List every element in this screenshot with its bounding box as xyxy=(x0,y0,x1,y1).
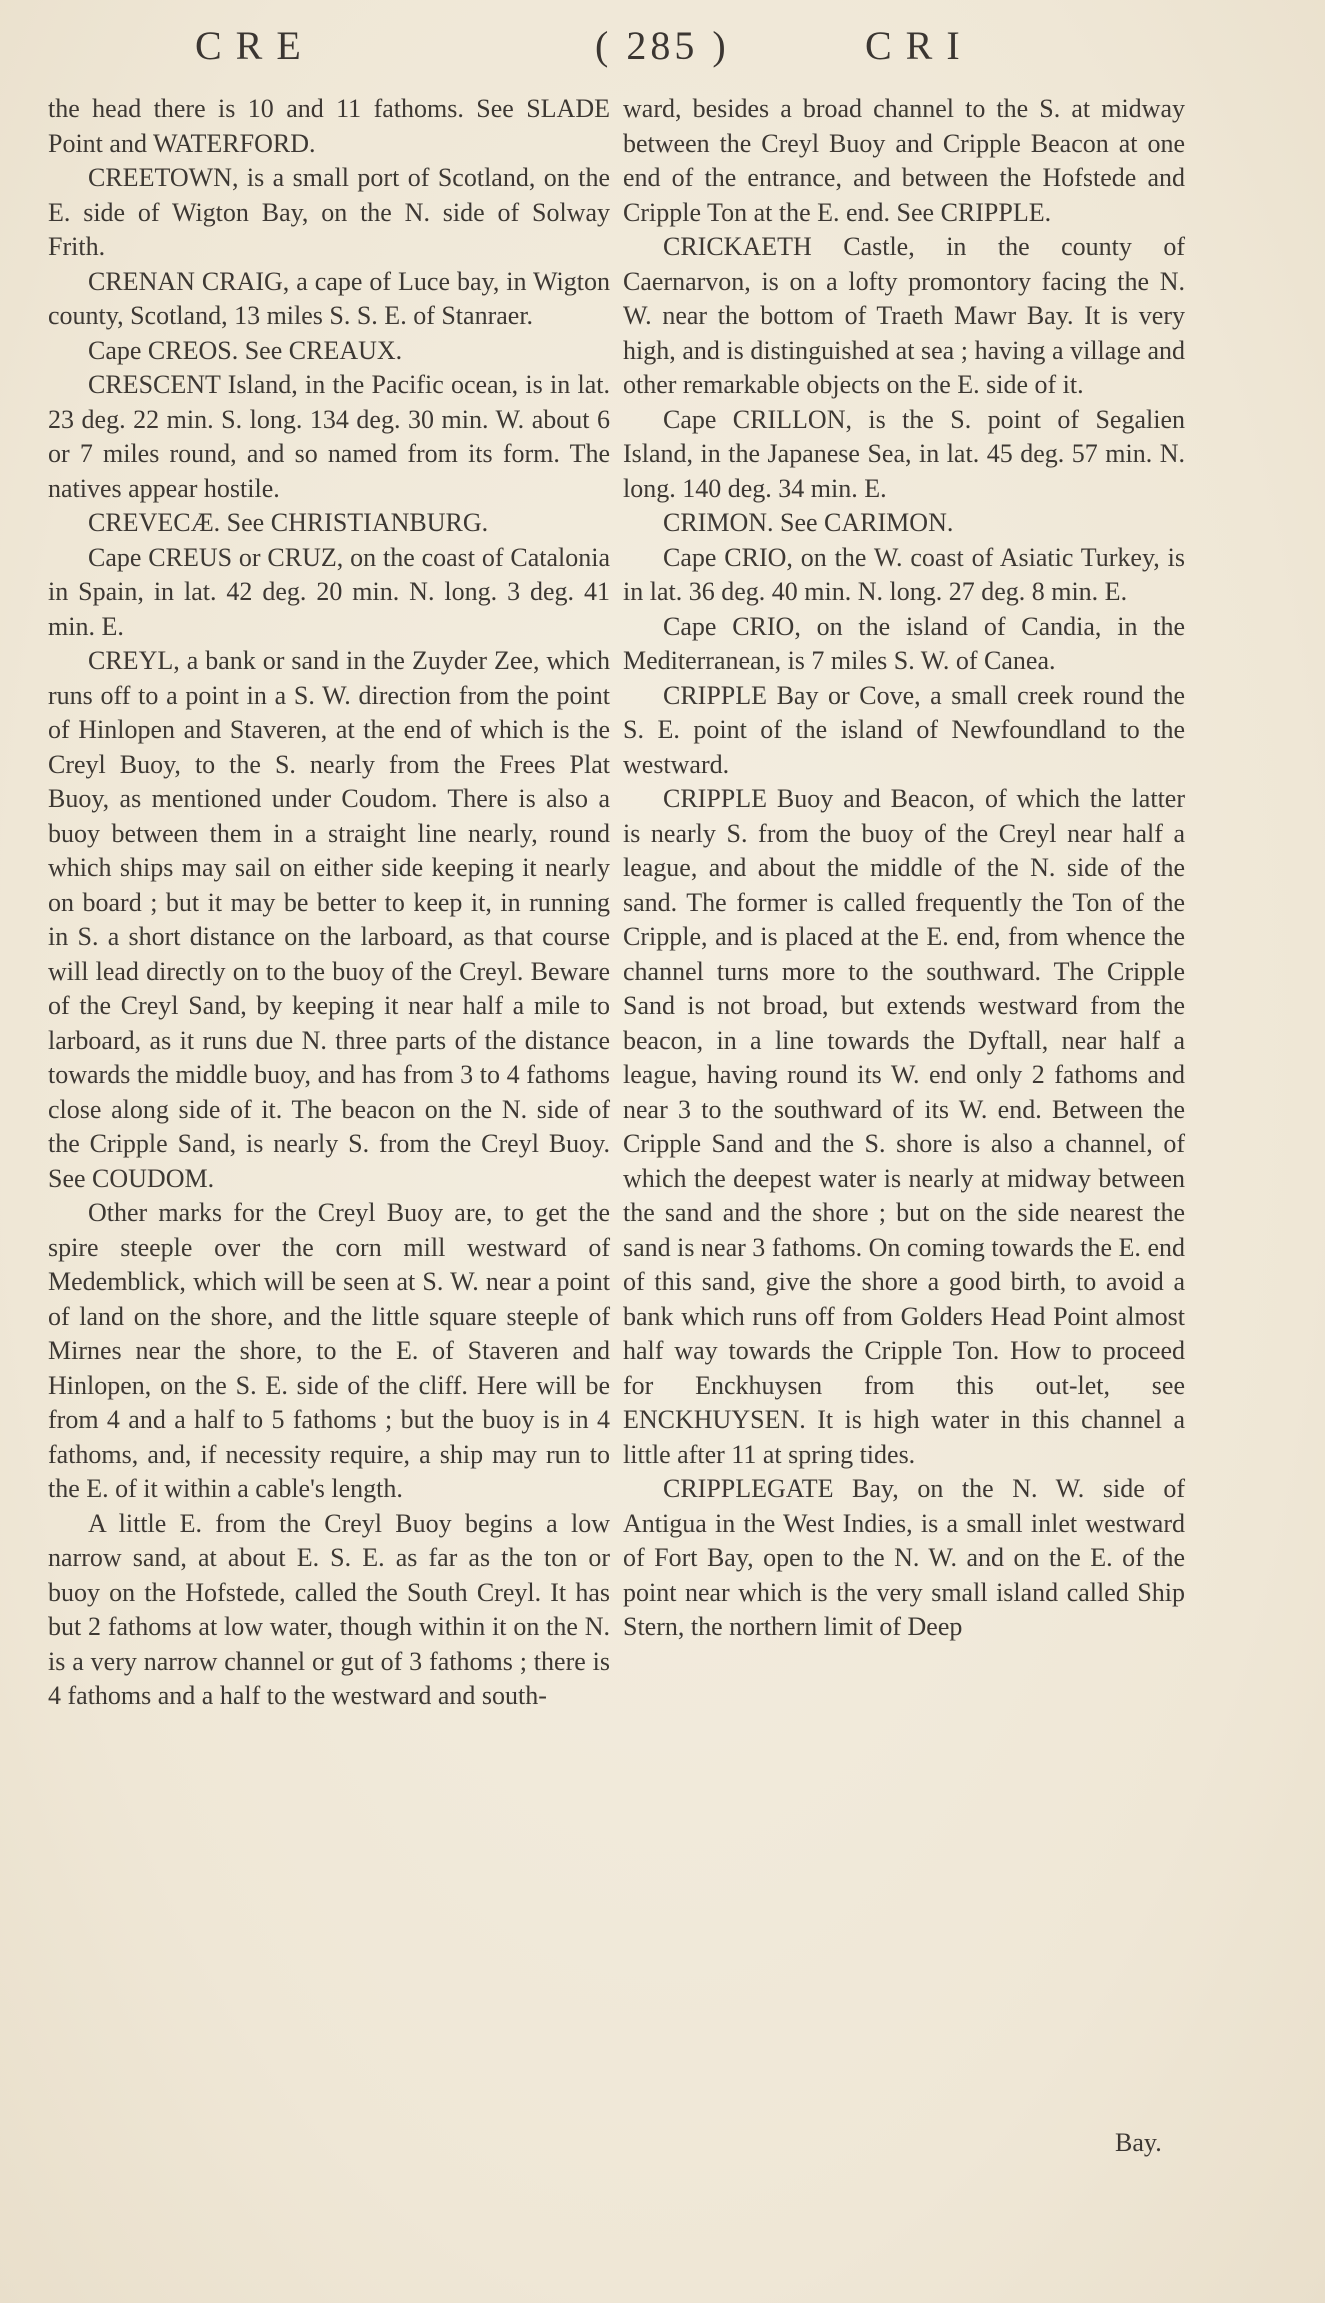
entry-creyl-marks: Other marks for the Creyl Buoy are, to get the spire steeple over the corn mill westward of Medemblick, which will be seen at S. W. near a point of land on the shore, and the little square steeple of Mirnes near the shore, to the E. of Staveren and Hinlopen, on the S. E. side of the cliff. Here will be from 4 and a half to 5 fathoms ; but the buoy is in 4 fathoms, and, if necessity require, a ship may run to the E. of it within a cable's length. xyxy=(48,1198,610,1503)
entry-cripplegate-bay: CRIPPLEGATE Bay, on the N. W. side of Antigua in the West Indies, is a small inlet westward of Fort Bay, open to the N. W. and on the E. of the point near which is the very small island called Ship Stern, the northern limit of Deep xyxy=(623,1474,1185,1641)
entry-creyl-south: A little E. from the Creyl Buoy begins a low narrow sand, at about E. S. E. as far as the ton or buoy on the Hofstede, called the South Creyl. It has but 2 fathoms at low water, though within it on the N. is a very narrow channel or gut of 3 fathoms ; there is 4 fathoms and a half to the westward and south- xyxy=(48,1508,610,1710)
header-right-catchword: CRI xyxy=(865,23,974,68)
entry-continuation: the head there is 10 and 11 fathoms. See SLADE Point and WATERFORD. xyxy=(48,94,610,158)
header-left-catchword: CRE xyxy=(195,23,315,68)
entry-continuation: ward, besides a broad channel to the S. at midway between the Creyl Buoy and Cripple Beacon at one end of the entrance, and between the Hofstede and Cripple Ton at the E. end. See CRIPPLE. xyxy=(623,94,1185,227)
catchword: Bay. xyxy=(1115,2128,1162,2157)
entry-crimon: CRIMON. See CARIMON. xyxy=(663,508,954,537)
entry-cape-creus: Cape CREUS or CRUZ, on the coast of Catalonia in Spain, in lat. 42 deg. 20 min. N. long. 3 deg. 41 min. E. xyxy=(48,542,610,641)
entry-cape-crio-candia: Cape CRIO, on the island of Candia, in the Mediterranean, is 7 miles S. W. of Canea. xyxy=(623,611,1185,675)
left-column xyxy=(48,92,610,1714)
entry-cape-crillon: Cape CRILLON, is the S. point of Segalien Island, in the Japanese Sea, in lat. 45 deg. 57 min. N. long. 140 deg. 34 min. E. xyxy=(623,404,1185,503)
entry-crescent-island: CRESCENT Island, in the Pacific ocean, is in lat. 23 deg. 22 min. S. long. 134 deg. 30 min. W. about 6 or 7 miles round, and so named from its form. The natives appear hostile. xyxy=(48,370,610,503)
entry-cape-crio-turkey: Cape CRIO, on the W. coast of Asiatic Turkey, is in lat. 36 deg. 40 min. N. long. 27 deg. 8 min. E. xyxy=(623,542,1185,606)
entry-cripple-bay: CRIPPLE Bay or Cove, a small creek round the S. E. point of the island of Newfoundland to the westward. xyxy=(623,680,1185,779)
entry-cape-creos: Cape CREOS. See CREAUX. xyxy=(88,335,403,365)
entry-crevecae: CREVECÆ. See CHRISTIANBURG. xyxy=(88,508,489,537)
entry-crenan-craig: CRENAN CRAIG, a cape of Luce bay, in Wigton county, Scotland, 13 miles S. S. E. of Stanraer. xyxy=(48,266,610,330)
entry-creetown: CREETOWN, is a small port of Scotland, on the E. side of Wigton Bay, on the N. side of Solway Frith. xyxy=(48,163,610,261)
running-header xyxy=(195,22,1255,74)
right-column xyxy=(623,92,1185,1645)
entry-cripple-buoy: CRIPPLE Buoy and Beacon, of which the latter is nearly S. from the buoy of the Creyl near half a league, and about the middle of the N. side of the sand. The former is called frequently the Ton of the Cripple, and is placed at the E. end, from whence the channel turns more to the southward. The Cripple Sand is not broad, but extends westward from the beacon, in a line towards the Dyftall, near half a league, having round its W. end only 2 fathoms and near 3 to the southward of its W. end. Between the Cripple Sand and the S. shore is also a channel, of which the deepest water is nearly at midway between the sand and the shore ; but on the side nearest the sand is near 3 fathoms. On coming towards the E. end of this sand, give the shore a good birth, to avoid a bank which runs off from Golders Head Point almost half way towards the Cripple Ton. How to proceed for Enckhuysen from this out-let, see ENCKHUYSEN. It is high water in this channel a little after 11 at spring tides. xyxy=(623,784,1185,1469)
entry-creyl: CREYL, a bank or sand in the Zuyder Zee, which runs off to a point in a S. W. direction from the point of Hinlopen and Staveren, at the end of which is the Creyl Buoy, to the S. nearly from the Frees Plat Buoy, as mentioned under Coudom. There is also a buoy between them in a straight line nearly, round which ships may sail on either side keeping it nearly on board ; but it may be better to keep it, in running in S. a short distance on the larboard, as that course will lead directly on to the buoy of the Creyl. Beware of the Creyl Sand, by keeping it near half a mile to larboard, as it runs due N. three parts of the distance towards the middle buoy, and has from 3 to 4 fathoms close along side of it. The beacon on the N. side of the Cripple Sand, is nearly S. from the Creyl Buoy. See COUDOM. xyxy=(48,646,610,1193)
entry-crickaeth-castle: CRICKAETH Castle, in the county of Caernarvon, is on a lofty promontory facing the N. W. near the bottom of Traeth Mawr Bay. It is very high, and is distinguished at sea ; having a village and other remarkable objects on the E. side of it. xyxy=(623,232,1185,399)
page-number: ( 285 ) xyxy=(595,23,730,68)
